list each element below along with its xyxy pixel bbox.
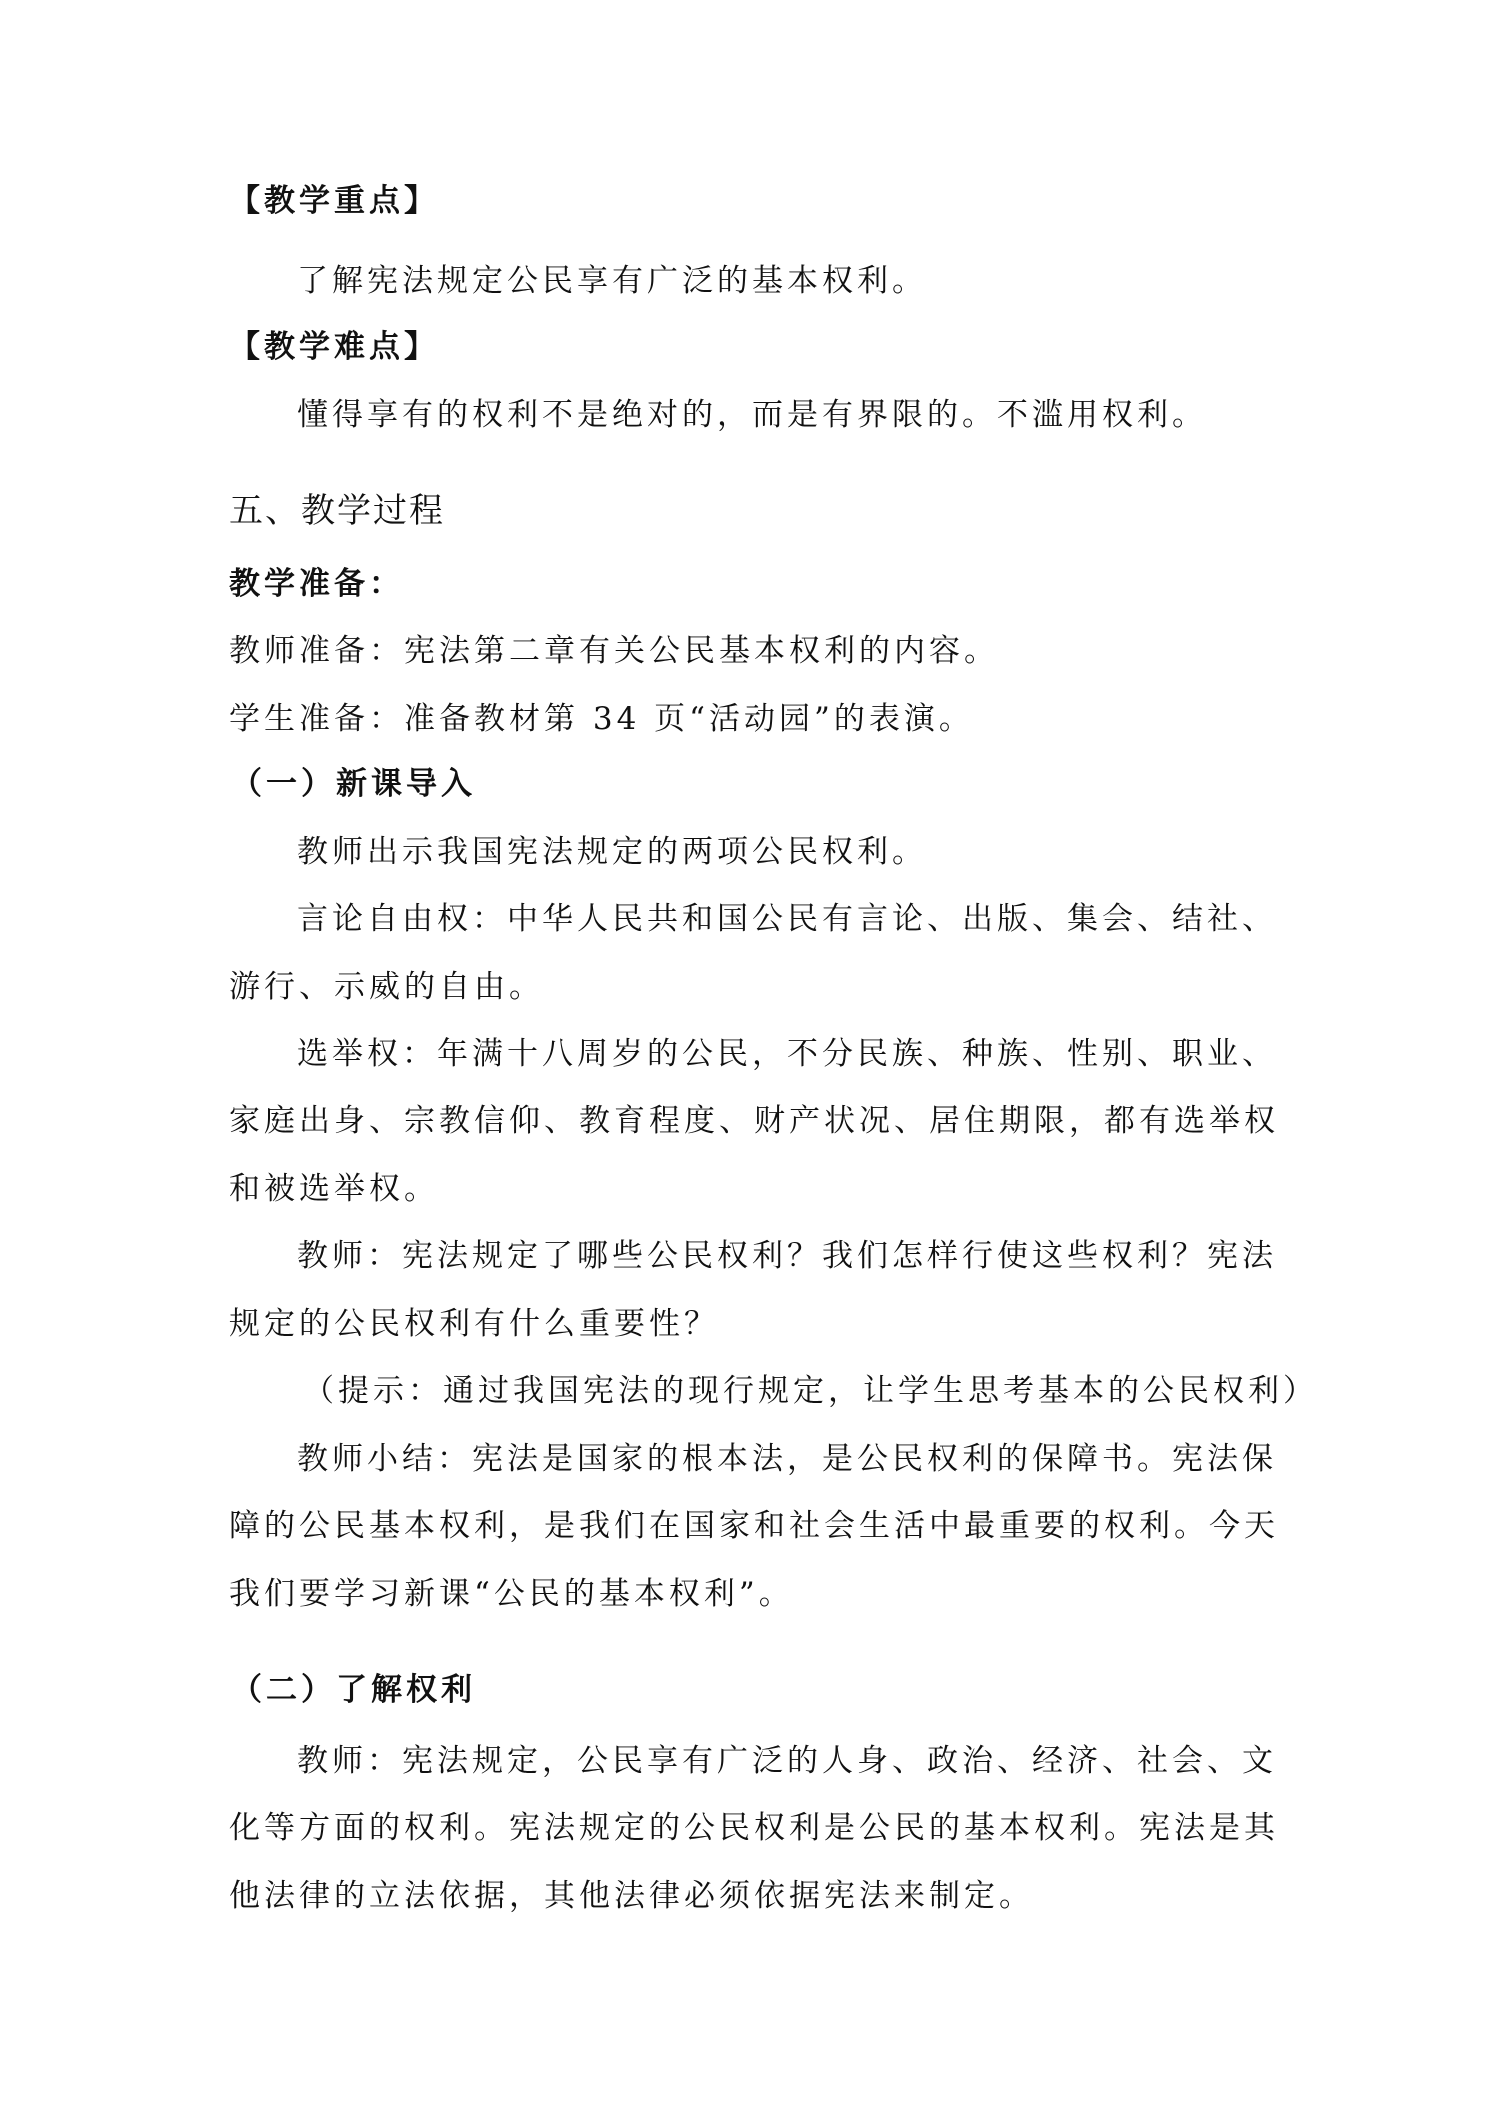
paragraph-line: 家庭出身、宗教信仰、教育程度、财产状况、居住期限，都有选举权 <box>229 1103 1279 1139</box>
paragraph-line: 我们要学习新课“公民的基本权利”。 <box>229 1576 794 1612</box>
teacher-prep-text: 教师准备：宪法第二章有关公民基本权利的内容。 <box>229 633 999 669</box>
student-prep-text: 学生准备：准备教材第 34 页“活动园”的表演。 <box>229 701 974 737</box>
paragraph-line: 规定的公民权利有什么重要性？ <box>229 1306 719 1342</box>
subsection-heading-rights: （二）了解权利 <box>231 1672 476 1708</box>
paragraph-line: 教师出示我国宪法规定的两项公民权利。 <box>297 834 927 870</box>
paragraph-line: 教师：宪法规定了哪些公民权利？我们怎样行使这些权利？宪法 <box>297 1238 1277 1274</box>
teaching-difficulty-heading: 【教学难点】 <box>229 329 439 365</box>
paragraph-line: 他法律的立法依据，其他法律必须依据宪法来制定。 <box>229 1878 1034 1914</box>
paragraph-line: 教师小结：宪法是国家的根本法，是公民权利的保障书。宪法保 <box>297 1441 1277 1477</box>
hint-line: （提示：通过我国宪法的现行规定，让学生思考基本的公民权利） <box>303 1373 1318 1409</box>
paragraph-line: 障的公民基本权利，是我们在国家和社会生活中最重要的权利。今天 <box>229 1508 1279 1544</box>
section-heading-process: 五、教学过程 <box>229 491 445 531</box>
paragraph-line: 选举权：年满十八周岁的公民，不分民族、种族、性别、职业、 <box>297 1036 1277 1072</box>
prep-heading: 教学准备： <box>229 566 404 602</box>
teaching-focus-heading: 【教学重点】 <box>229 183 439 219</box>
paragraph-line: 言论自由权：中华人民共和国公民有言论、出版、集会、结社、 <box>297 901 1277 937</box>
paragraph-line: 化等方面的权利。宪法规定的公民权利是公民的基本权利。宪法是其 <box>229 1810 1279 1846</box>
paragraph-line: 和被选举权。 <box>229 1171 439 1207</box>
teaching-focus-text: 了解宪法规定公民享有广泛的基本权利。 <box>297 263 927 299</box>
teaching-difficulty-text: 懂得享有的权利不是绝对的，而是有界限的。不滥用权利。 <box>297 397 1207 433</box>
subsection-heading-intro: （一）新课导入 <box>231 766 476 802</box>
paragraph-line: 教师：宪法规定，公民享有广泛的人身、政治、经济、社会、文 <box>297 1743 1277 1779</box>
paragraph-line: 游行、示威的自由。 <box>229 969 544 1005</box>
